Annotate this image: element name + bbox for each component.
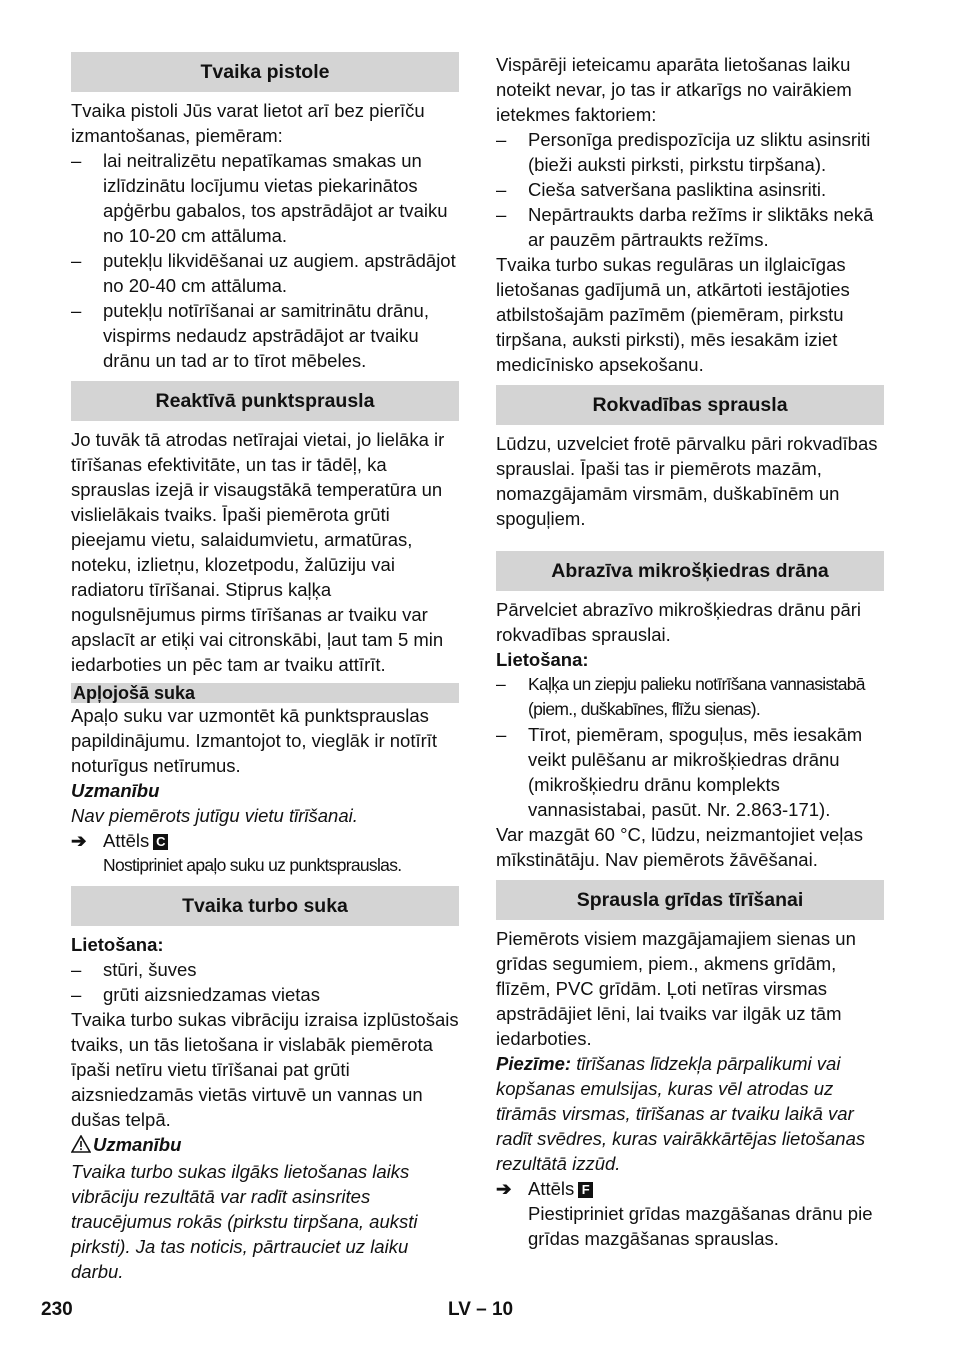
- list-item: – Kaļķa un ziepju palieku notīrīšana vannasistabā (piem., duškabīnes, flīžu sienas).: [496, 674, 865, 719]
- figure-letter-badge: C: [153, 834, 168, 850]
- paragraph: Apaļo suku var uzmontēt kā punktsprauslas papildinājumu. Izmantojot to, vieglāk ir notīrīt noturīgus netīrumus.: [71, 705, 438, 776]
- right-column: [496, 52, 884, 1251]
- caution-text: Nav piemērots jutīgu vietu tīrīšanai.: [71, 805, 358, 826]
- section-heading-jet-nozzle: Reaktīvā punktsprausla: [71, 381, 459, 421]
- paragraph: Piemērots visiem mazgājamajiem sienas un grīdas segumiem, piem., akmens grīdām, flīzēm, PVC grīdām. Ļoti netīras virsmas apstrādājiet lēni, lai tvaiks var ilgāk uz tām iedarboties.: [496, 928, 856, 1049]
- section-heading-hand-nozzle: Rokvadības sprausla: [496, 385, 884, 425]
- list-item: – Personīga predispozīcija uz sliktu asinsriti (bieži auksti pirksti, pirkstu tirpšana).: [496, 129, 871, 175]
- usage-label: Lietošana:: [71, 934, 164, 955]
- note: Piezīme: tīrīšanas līdzekļa pārpalikumi vai kopšanas emulsijas, kuras vēl atrodas uz tīrāmās virsmas, tīrīšanas ar tvaiku laikā var radīt svēdres, kuras vairākkārtējas lietošanas rezultātā izzūd.: [496, 1053, 866, 1174]
- caution-label: Uzmanību: [71, 780, 160, 801]
- caution-text: Tvaika turbo sukas ilgāks lietošanas laiks vibrāciju rezultātā var radīt asinsrites traucējumus rokās (pirkstu tirpšana, auksti pirksti). Ja tas noticis, pārtrauciet uz laiku darbu.: [71, 1161, 418, 1282]
- list-item: – putekļu notīrīšanai ar samitrinātu drānu, vispirms nedaudz apstrādājot ar tvaiku drānu un tad ar to tīrot mēbeles.: [71, 300, 429, 371]
- figure-reference: ➔ Attēls F: [496, 1176, 884, 1201]
- instruction-text: Piestipriniet grīdas mazgāšanas drānu pie grīdas mazgāšanas sprauslas.: [528, 1203, 873, 1249]
- arrow-icon: ➔: [496, 1178, 512, 1199]
- section-heading-steam-gun: Tvaika pistole: [71, 52, 459, 92]
- note-label: Piezīme:: [496, 1053, 572, 1074]
- paragraph: Vispārēji ieteicamu aparāta lietošanas laiku noteikt nevar, jo tas ir atkarīgs no vairākiem ietekmes faktoriem:: [496, 54, 852, 125]
- paragraph: Jo tuvāk tā atrodas netīrajai vietai, jo lielāka ir tīrīšanas efektivitāte, un tas ir tādēļ, ka sprauslas izejā ir visaugstākā temperatūra un vislielākais tvaiks. Īpaši piemērota grūti pieejamu vietu, salaidumvietu, armatūras, noteku, izlietņu, klozetpodu, žalūziju vai radiatoru tīrīšanai. Stiprus kaļķa nogulsnējumus pirms tīrīšanas ar tvaiku var apslacīt ar etiķi vai citronskābi, ļaut tam 5 min iedarboties un pēc tam ar tvaiku attīrīt.: [71, 429, 445, 675]
- paragraph: Lūdzu, uzvelciet frotē pārvalku pāri rokvadības sprauslai. Īpaši tas ir piemērots mazām, nomazgājamām virsmām, duškabīnēm un spoguļiem.: [496, 433, 878, 529]
- paragraph: Tvaika turbo sukas regulāras un ilglaicīgas lietošanas gadījumā un, atkārtoti iestājoties atbilstošajām pazīmēm (piemēram, pirkstu tirpšana, auksti pirksti), mēs iesakām iziet medicīnisko apsekošanu.: [496, 254, 850, 375]
- figure-letter-badge: F: [578, 1182, 593, 1198]
- paragraph: Pārvelciet abrazīvo mikrošķiedras drānu pāri rokvadības sprauslai.: [496, 599, 862, 645]
- language-page-label: LV – 10: [448, 1299, 514, 1320]
- subsection-heading-round-brush: Apļojošā suka: [71, 683, 459, 703]
- paragraph: Var mazgāt 60 °C, lūdzu, neizmantojiet veļas mīkstinātāju. Nav piemērots žāvēšanai.: [496, 824, 863, 870]
- instruction-text: Nostipriniet apaļo suku uz punktsprauslas.: [103, 855, 402, 875]
- warning-triangle-icon: [71, 1134, 93, 1159]
- section-heading-microfibre-cloth: Abrazīva mikrošķiedras drāna: [496, 551, 884, 591]
- list-item: – Tīrot, piemēram, spoguļus, mēs iesakām veikt pulēšanu ar mikrošķiedras drānu (mikrošķiedru drānu komplekts vannasistabai, pasūt. Nr. 2.863-171).: [496, 724, 863, 820]
- section-heading-floor-nozzle: Sprausla grīdas tīrīšanai: [496, 880, 884, 920]
- page-number: 230: [41, 1299, 73, 1320]
- section-heading-turbo-brush: Tvaika turbo suka: [71, 886, 459, 926]
- list-item: – putekļu likvidēšanai uz augiem. apstrādājot no 20-40 cm attāluma.: [71, 250, 456, 296]
- figure-reference: ➔ Attēls C: [71, 828, 459, 853]
- paragraph: Tvaika pistoli Jūs varat lietot arī bez pierīču izmantošanas, piemēram:: [71, 100, 425, 146]
- list-item: – stūri, šuves: [71, 959, 197, 980]
- caution-heading: Uzmanību: [71, 1132, 459, 1159]
- list-item: – grūti aizsniedzamas vietas: [71, 984, 320, 1005]
- list-item: – Cieša satveršana pasliktina asinsriti.: [496, 179, 827, 200]
- arrow-icon: ➔: [71, 830, 87, 851]
- paragraph: Tvaika turbo sukas vibrāciju izraisa izplūstošais tvaiks, un tās lietošana ir vislabāk piemērota īpaši netīru vietu tīrīšanai pat grūti aizsniedzamās vietās virtuvē un vannas un dušas telpā.: [71, 1009, 459, 1130]
- list-item: – Nepārtraukts darba režīms ir sliktāks nekā ar pauzēm pārtraukts režīms.: [496, 204, 874, 250]
- usage-label: Lietošana:: [496, 649, 589, 670]
- left-column: [71, 52, 459, 1284]
- list-item: – lai neitralizētu nepatīkamas smakas un izlīdzinātu locījumu vietas piekarinātos apģērbu gabalos, tos apstrādājot ar tvaiku no 10-20 cm attāluma.: [71, 150, 448, 246]
